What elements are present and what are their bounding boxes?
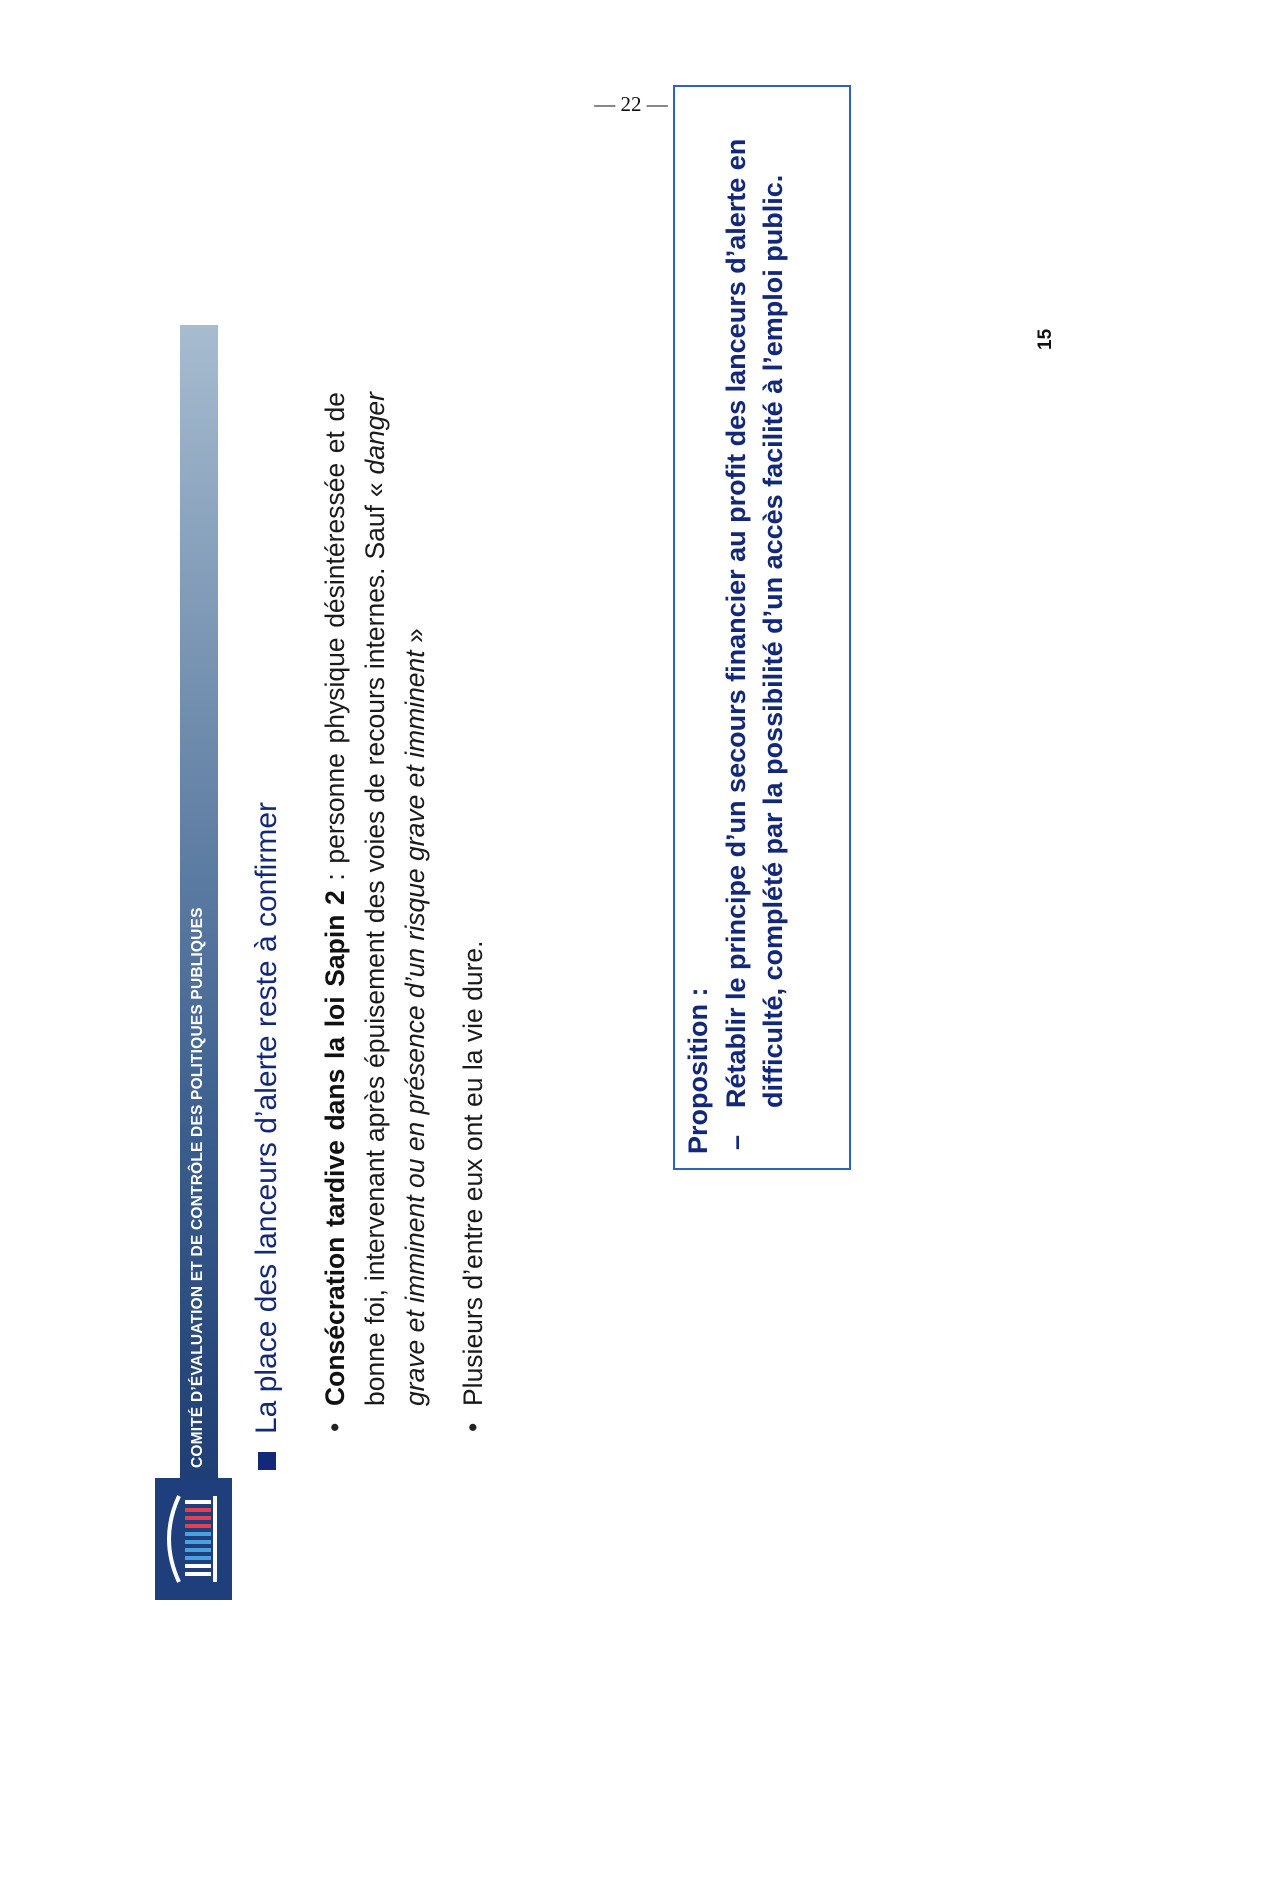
proposal-dash: – bbox=[721, 1134, 751, 1150]
committee-banner-text: COMITÉ D’ÉVALUATION ET DE CONTRÔLE DES POLITIQUES PUBLIQUES bbox=[189, 907, 206, 1468]
committee-banner bbox=[180, 325, 218, 1478]
bullet-sapin2-bold: Consécration tardive dans la loi Sapin 2 bbox=[320, 890, 350, 1406]
hemicycle-logo-icon bbox=[165, 1486, 223, 1592]
proposal-box bbox=[673, 85, 851, 1170]
slide-number: 15 bbox=[1035, 328, 1056, 350]
proposal-title: Proposition : bbox=[683, 987, 713, 1154]
rotated-slide bbox=[155, 138, 1105, 1600]
slide-heading-text: La place des lanceurs d’alerte reste à confirmer bbox=[250, 802, 283, 1434]
assemblee-logo bbox=[155, 1478, 232, 1600]
bullet-sapin2-italic: danger grave et imminent ou en présence d’un risque grave et imminent bbox=[360, 392, 430, 1406]
bullet-sapin2 bbox=[315, 392, 435, 1432]
proposal-text: Rétablir le principe d’un secours financier au profit des lanceurs d’alerte en difficulté, complété par la possibilité d’un accès facilité à l’emploi public. bbox=[721, 138, 788, 1108]
bullet-list bbox=[315, 392, 511, 1432]
slide-heading bbox=[250, 370, 284, 1470]
page-number: — 22 — bbox=[594, 92, 668, 116]
bullet-hard-life: • Plusieurs d’entre eux ont eu la vie dure. bbox=[453, 392, 493, 1432]
bullet-sapin2-end: » bbox=[400, 628, 430, 651]
bullet-sapin2-text: : personne physique désintéressée et de bonne foi, intervenant après épuisement des voies de recours internes. Sauf « bbox=[320, 391, 390, 1406]
proposal-item bbox=[718, 101, 792, 1154]
heading-bullet-square-icon bbox=[258, 1452, 276, 1470]
